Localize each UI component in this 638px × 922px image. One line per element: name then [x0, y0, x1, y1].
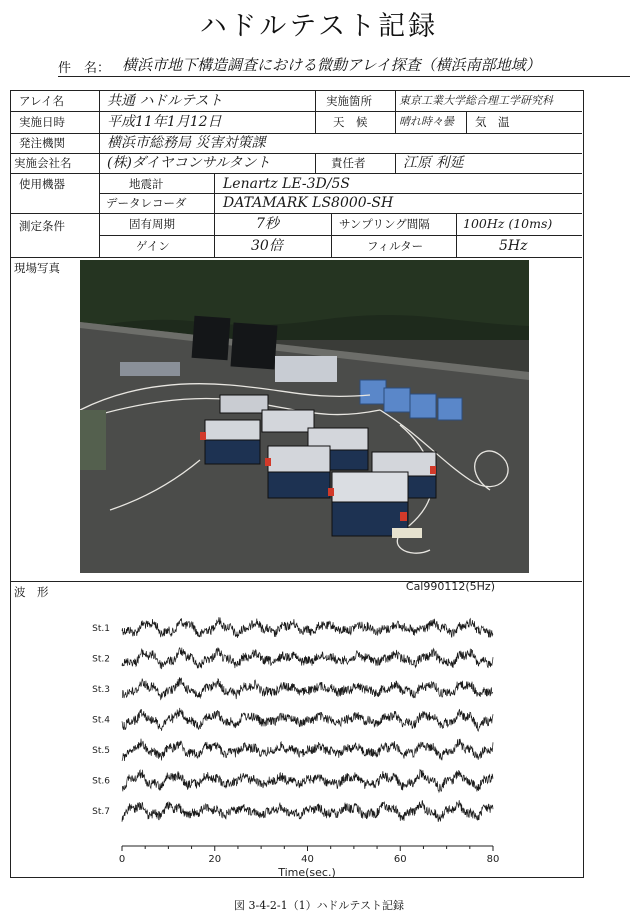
- series-label: St.6: [92, 776, 110, 787]
- series-label: St.5: [92, 746, 110, 756]
- client-value: 横浜市総務局 災害対策課: [107, 135, 266, 151]
- gain-label: ゲイン: [136, 239, 170, 253]
- sampling-value: 100Hz (10ms): [463, 216, 553, 231]
- manager-value: 江原 利延: [403, 155, 464, 171]
- x-tick-label: 0: [118, 854, 126, 865]
- period-value: 7秒: [256, 216, 279, 232]
- chart-title: Cal990112(5Hz): [405, 580, 495, 593]
- date-value: 平成11年1月12日: [107, 114, 222, 130]
- series-label: St.2: [92, 654, 110, 665]
- waveform-trace: [122, 617, 493, 638]
- conditions-label: 測定条件: [19, 219, 65, 233]
- manager-label: 責任者: [331, 156, 366, 170]
- waveform-trace: [122, 648, 493, 670]
- series-label: St.3: [92, 685, 110, 695]
- waveform-trace: [122, 678, 493, 700]
- site-value: 東京工業大学総合理工学研究科: [399, 94, 553, 107]
- subject-row: [58, 54, 630, 77]
- waveform-chart: [75, 576, 545, 882]
- seismometer-label: 地震計: [129, 177, 164, 191]
- waveform-label: 波 形: [14, 585, 49, 599]
- x-tick-label: 20: [208, 854, 222, 865]
- seismometer-value: Lenartz LE-3D/5S: [223, 176, 350, 192]
- subject-value: 横浜市地下構造調査における微動アレイ探査（横浜南部地域）: [122, 56, 541, 74]
- sampling-label: サンプリング間隔: [339, 217, 430, 231]
- site-label: 実施箇所: [326, 94, 372, 108]
- series-label: St.4: [92, 715, 110, 726]
- array-name-value: 共通 ハドルテスト: [107, 93, 223, 109]
- series-label: St.7: [92, 807, 110, 817]
- filter-label: フィルター: [367, 239, 424, 253]
- company-value: (株)ダイヤコンサルタント: [107, 155, 271, 171]
- recorder-label: データレコーダ: [106, 196, 187, 210]
- x-tick-label: 40: [301, 854, 314, 865]
- weather-label: 天 候: [333, 115, 368, 129]
- figure-caption: 図 3-4-2-1（1）ハドルテスト記録: [234, 899, 404, 912]
- company-label: 実施会社名: [14, 156, 72, 170]
- waveform-trace: [122, 739, 493, 761]
- equipment-label: 使用機器: [19, 177, 65, 191]
- page-title: ハドルテスト記録: [199, 11, 439, 42]
- temperature-label: 気 温: [475, 115, 510, 129]
- client-label: 発注機関: [19, 136, 65, 150]
- array-name-label: アレイ名: [19, 94, 64, 108]
- x-tick-label: 60: [393, 854, 407, 865]
- weather-value: 晴れ時々曇: [399, 115, 454, 128]
- filter-value: 5Hz: [499, 238, 528, 254]
- x-axis-label: Time(sec.): [278, 866, 336, 879]
- waveform-trace: [122, 770, 493, 792]
- site-photo: [80, 260, 529, 573]
- date-label: 実施日時: [19, 115, 65, 129]
- subject-label: 件 名：: [58, 61, 111, 76]
- period-label: 固有周期: [129, 217, 175, 231]
- series-label: St.1: [92, 624, 110, 634]
- gain-value: 30倍: [251, 238, 283, 254]
- photo-label: 現場写真: [14, 261, 60, 275]
- x-tick-label: 80: [486, 854, 500, 865]
- waveform-trace: [122, 800, 493, 822]
- recorder-value: DATAMARK LS8000-SH: [223, 195, 394, 211]
- waveform-trace: [122, 708, 493, 731]
